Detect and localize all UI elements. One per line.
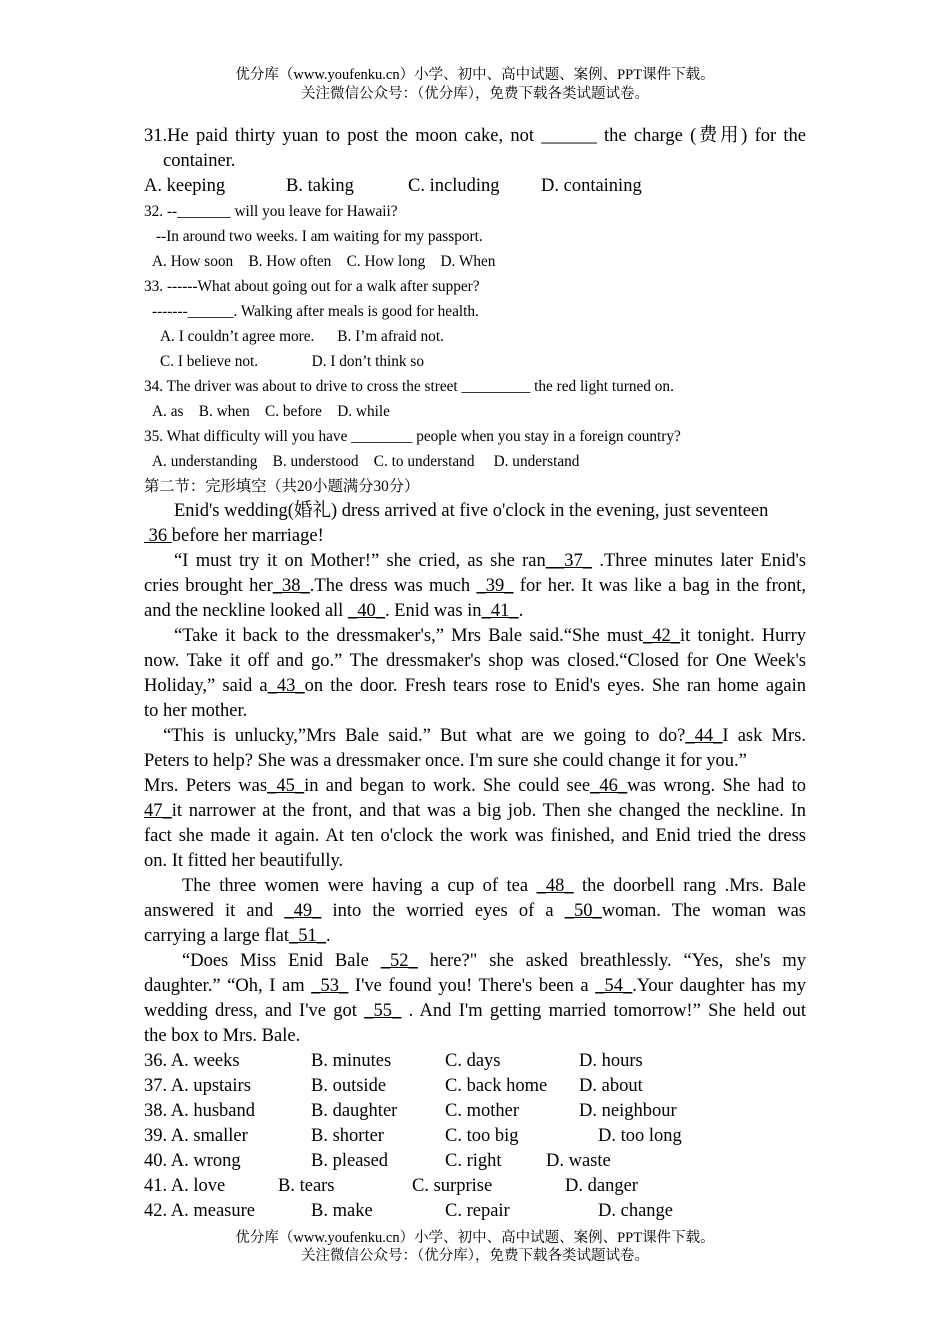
q32-stem: 32. --_______ will you leave for Hawaii? bbox=[144, 203, 398, 220]
footer-line-2: 关注微信公众号：（优分库），免费下载各类试题试卷。 bbox=[301, 1248, 649, 1264]
blank-55: _55_ bbox=[364, 1001, 402, 1021]
blank-45: _45_ bbox=[267, 776, 305, 796]
passage-line: to her mother. bbox=[144, 701, 248, 721]
q31-option-b: B. taking bbox=[286, 176, 354, 196]
answer-41-b: B. tears bbox=[278, 1176, 335, 1196]
answer-36-b: B. minutes bbox=[311, 1051, 392, 1071]
blank-49: _49_ bbox=[284, 901, 322, 921]
section-2-title: 第二节：完形填空（共20小题满分30分） bbox=[144, 478, 420, 495]
blank-47: 47_ bbox=[144, 801, 172, 821]
answer-41-d: D. danger bbox=[565, 1176, 638, 1196]
q31-stem-cont: container. bbox=[163, 151, 236, 171]
passage-line: fact she made it again. At ten o'clock the work was finished, and Enid tried the dress bbox=[144, 826, 806, 846]
answer-42-b: B. make bbox=[311, 1201, 373, 1221]
blank-54: _54_ bbox=[595, 976, 633, 996]
blank-39: _39_ bbox=[476, 576, 514, 596]
blank-44: _44_ bbox=[685, 726, 723, 746]
blank-53: _53_ bbox=[311, 976, 349, 996]
blank-36: 36 bbox=[144, 526, 172, 546]
header-line-2: 关注微信公众号：（优分库），免费下载各类试题试卷。 bbox=[301, 86, 649, 102]
answer-42-a: 42. A. measure bbox=[144, 1201, 255, 1221]
blank-40: _40_ bbox=[347, 601, 385, 621]
answer-41-a: 41. A. love bbox=[144, 1176, 226, 1196]
passage-line: The three women were having a cup of tea _48_ the doorbell rang .Mrs. Bale bbox=[182, 876, 806, 896]
passage-line: now. Take it off and go.” The dressmaker's shop was closed.“Closed for One Week's bbox=[144, 651, 806, 671]
passage-line: “Take it back to the dressmaker's,” Mrs Bale said.“She must_42_it tonight. Hurry bbox=[174, 626, 806, 646]
answer-39-c: C. too big bbox=[445, 1126, 519, 1146]
passage-line: answered it and _49_ into the worried eyes of a _50_woman. The woman was bbox=[144, 901, 806, 921]
answer-38-b: B. daughter bbox=[311, 1101, 398, 1121]
q32-reply: --In around two weeks. I am waiting for my passport. bbox=[156, 228, 483, 245]
answer-39-d: D. too long bbox=[598, 1126, 682, 1146]
answer-37-b: B. outside bbox=[311, 1076, 387, 1096]
answer-39-b: B. shorter bbox=[311, 1126, 384, 1146]
q31-option-c: C. including bbox=[408, 176, 500, 196]
passage-line: “Does Miss Enid Bale _52_ here?" she asked breathlessly. “Yes, she's my bbox=[182, 951, 806, 971]
answer-36-c: C. days bbox=[445, 1051, 501, 1071]
blank-41: _41_ bbox=[481, 601, 519, 621]
passage-line: cries brought her_38_.The dress was much _39_ for her. It was like a bag in the front, bbox=[144, 576, 806, 596]
blank-48: _48_ bbox=[536, 876, 574, 896]
answer-36-a: 36. A. weeks bbox=[144, 1051, 240, 1071]
answer-37-d: D. about bbox=[579, 1076, 643, 1096]
answer-40-d: D. waste bbox=[546, 1151, 611, 1171]
answer-40-a: 40. A. wrong bbox=[144, 1151, 241, 1171]
answer-39-a: 39. A. smaller bbox=[144, 1126, 248, 1146]
passage-line: “This is unlucky,”Mrs Bale said.” But what are we going to do?_44_I ask Mrs. bbox=[163, 726, 806, 746]
answer-38-a: 38. A. husband bbox=[144, 1101, 255, 1121]
blank-50: _50_ bbox=[564, 901, 602, 921]
q31-option-d: D. containing bbox=[541, 176, 642, 196]
answer-40-c: C. right bbox=[445, 1151, 502, 1171]
blank-38: _38_ bbox=[272, 576, 310, 596]
passage-line: and the neckline looked all _40_. Enid was in_41_. bbox=[144, 601, 524, 621]
passage-line: daughter.” “Oh, I am _53_ I've found you! There's been a _54_.Your daughter has my bbox=[144, 976, 806, 996]
blank-52: _52_ bbox=[380, 951, 418, 971]
passage-line: 47_it narrower at the front, and that was a big job. Then she changed the neckline. In bbox=[144, 801, 806, 821]
passage-line: wedding dress, and I've got _55_ . And I'm getting married tomorrow!” She held out bbox=[144, 1001, 807, 1021]
blank-42: _42_ bbox=[643, 626, 680, 646]
answer-37-c: C. back home bbox=[445, 1076, 548, 1096]
blank-37: __37_ bbox=[545, 551, 592, 571]
q34-options: A. as B. when C. before D. while bbox=[152, 403, 390, 420]
footer-line-1: 优分库（www.youfenku.cn）小学、初中、高中试题、案例、PPT课件下载。 bbox=[235, 1230, 715, 1246]
passage-line: “I must try it on Mother!” she cried, as she ran__37_ .Three minutes later Enid's bbox=[174, 551, 806, 571]
q33-reply: -------______. Walking after meals is good for health. bbox=[152, 303, 479, 320]
blank-43: _43_ bbox=[267, 676, 305, 696]
answer-38-d: D. neighbour bbox=[579, 1101, 677, 1121]
passage-line: the box to Mrs. Bale. bbox=[144, 1026, 301, 1046]
passage-line: Holiday,” said a_43_on the door. Fresh tears rose to Enid's eyes. She ran home again bbox=[144, 676, 806, 696]
blank-46: _46_ bbox=[590, 776, 628, 796]
passage-line: carrying a large flat_51_. bbox=[144, 926, 331, 946]
q35-options: A. understanding B. understood C. to understand D. understand bbox=[152, 453, 580, 470]
answer-41-c: C. surprise bbox=[412, 1176, 493, 1196]
passage-line: Peters to help? She was a dressmaker once. I'm sure she could change it for you.” bbox=[144, 751, 747, 771]
header-line-1: 优分库（www.youfenku.cn）小学、初中、高中试题、案例、PPT课件下载。 bbox=[235, 67, 715, 83]
answer-40-b: B. pleased bbox=[311, 1151, 389, 1171]
q34-stem: 34. The driver was about to drive to cross the street _________ the red light turned on. bbox=[144, 378, 674, 395]
answer-38-c: C. mother bbox=[445, 1101, 519, 1121]
answer-42-d: D. change bbox=[598, 1201, 673, 1221]
passage-line: Enid's wedding(婚礼) dress arrived at five o'clock in the evening, just seventeen bbox=[174, 501, 769, 521]
passage-line: on. It fitted her beautifully. bbox=[144, 851, 344, 871]
q33-options-2: C. I believe not. D. I don’t think so bbox=[160, 353, 424, 370]
passage-line: 36 before her marriage! bbox=[144, 526, 324, 546]
q33-stem: 33. ------What about going out for a walk after supper? bbox=[144, 278, 480, 295]
blank-51: _51_ bbox=[289, 926, 327, 946]
q31-option-a: A. keeping bbox=[144, 176, 226, 196]
q33-options-1: A. I couldn’t agree more. B. I’m afraid not. bbox=[160, 328, 444, 345]
q31-stem: 31.He paid thirty yuan to post the moon cake, not ______ the charge (费用) for the bbox=[144, 126, 806, 146]
q32-options: A. How soon B. How often C. How long D. When bbox=[152, 253, 496, 270]
q35-stem: 35. What difficulty will you have ________ people when you stay in a foreign country? bbox=[144, 428, 681, 445]
answer-42-c: C. repair bbox=[445, 1201, 510, 1221]
answer-37-a: 37. A. upstairs bbox=[144, 1076, 251, 1096]
passage-line: Mrs. Peters was_45_in and began to work. She could see_46_was wrong. She had to bbox=[144, 776, 806, 796]
answer-36-d: D. hours bbox=[579, 1051, 643, 1071]
